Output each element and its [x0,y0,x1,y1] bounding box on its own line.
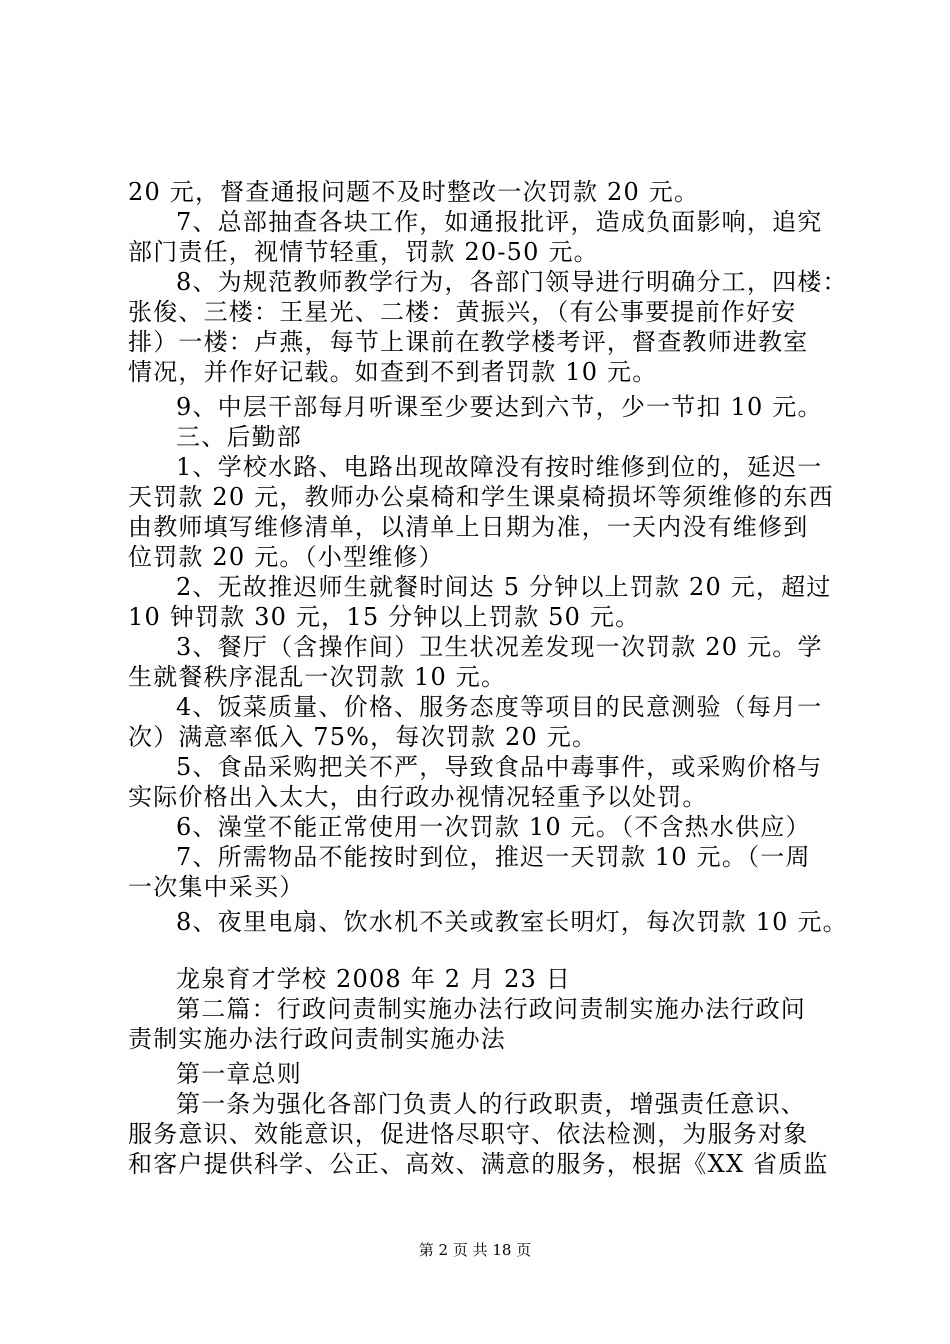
text-line: 张俊、三楼：王星光、二楼：黄振兴，（有公事要提前作好安 [128,298,797,326]
signature-date: 龙泉育才学校 2008 年 2 月 23 日 [176,965,572,993]
text-line: 5、食品采购把关不严，导致食品中毒事件，或采购价格与 [176,753,823,781]
section-heading: 三、后勤部 [176,423,302,451]
text-line: 10 钟罚款 30 元，15 分钟以上罚款 50 元。 [128,603,641,631]
chapter-title: 第二篇：行政问责制实施办法行政问责制实施办法行政问 [176,995,806,1023]
section-heading: 第一章总则 [176,1060,302,1088]
text-line: 2、无故推迟师生就餐时间达 5 分钟以上罚款 20 元，超过 [176,573,832,601]
text-line: 8、夜里电扇、饮水机不关或教室长明灯，每次罚款 10 元。 [176,908,848,936]
text-line: 天罚款 20 元，教师办公桌椅和学生课桌椅损坏等须维修的东西 [128,483,834,511]
text-line: 情况，并作好记载。如查到不到者罚款 10 元。 [128,358,658,386]
text-line: 7、总部抽查各块工作，如通报批评，造成负面影响，追究 [176,208,823,236]
page-number: 第 2 页 共 18 页 [418,1241,532,1259]
text-line: 1、学校水路、电路出现故障没有按时维修到位的，延迟一 [176,453,823,481]
text-line: 生就餐秩序混乱一次罚款 10 元。 [128,663,507,691]
text-line: 20 元，督查通报问题不及时整改一次罚款 20 元。 [128,178,700,206]
text-line: 由教师填写维修清单，以清单上日期为准，一天内没有维修到 [128,513,809,541]
text-line: 排）一楼：卢燕，每节上课前在教学楼考评，督查教师进教室 [128,328,809,356]
text-line: 9、中层干部每月听课至少要达到六节，少一节扣 10 元。 [176,393,823,421]
text-line: 实际价格出入太大，由行政办视情况轻重予以处罚。 [128,783,708,811]
text-line: 8、为规范教师教学行为，各部门领导进行明确分工，四楼： [176,268,848,296]
text-line: 3、餐厅（含操作间）卫生状况差发现一次罚款 20 元。学 [176,633,823,661]
text-line: 位罚款 20 元。（小型维修） [128,543,444,571]
text-line: 部门责任，视情节轻重，罚款 20-50 元。 [128,238,599,266]
text-line: 服务意识、效能意识，促进恪尽职守、依法检测，为服务对象 [128,1120,809,1148]
text-line: 6、澡堂不能正常使用一次罚款 10 元。（不含热水供应） [176,813,811,841]
text-line: 4、饭菜质量、价格、服务态度等项目的民意测验（每月一 [176,693,823,721]
text-line: 第一条为强化各部门负责人的行政职责，增强责任意识、 [176,1090,806,1118]
text-line: 一次集中采买） [128,873,305,901]
text-line: 次）满意率低入 75%，每次罚款 20 元。 [128,723,598,751]
text-line: 7、所需物品不能按时到位，推迟一天罚款 10 元。（一周 [176,843,811,871]
text-line: 和客户提供科学、公正、高效、满意的服务，根据《XX 省质监 [128,1150,829,1178]
chapter-title: 责制实施办法行政问责制实施办法 [128,1025,506,1053]
